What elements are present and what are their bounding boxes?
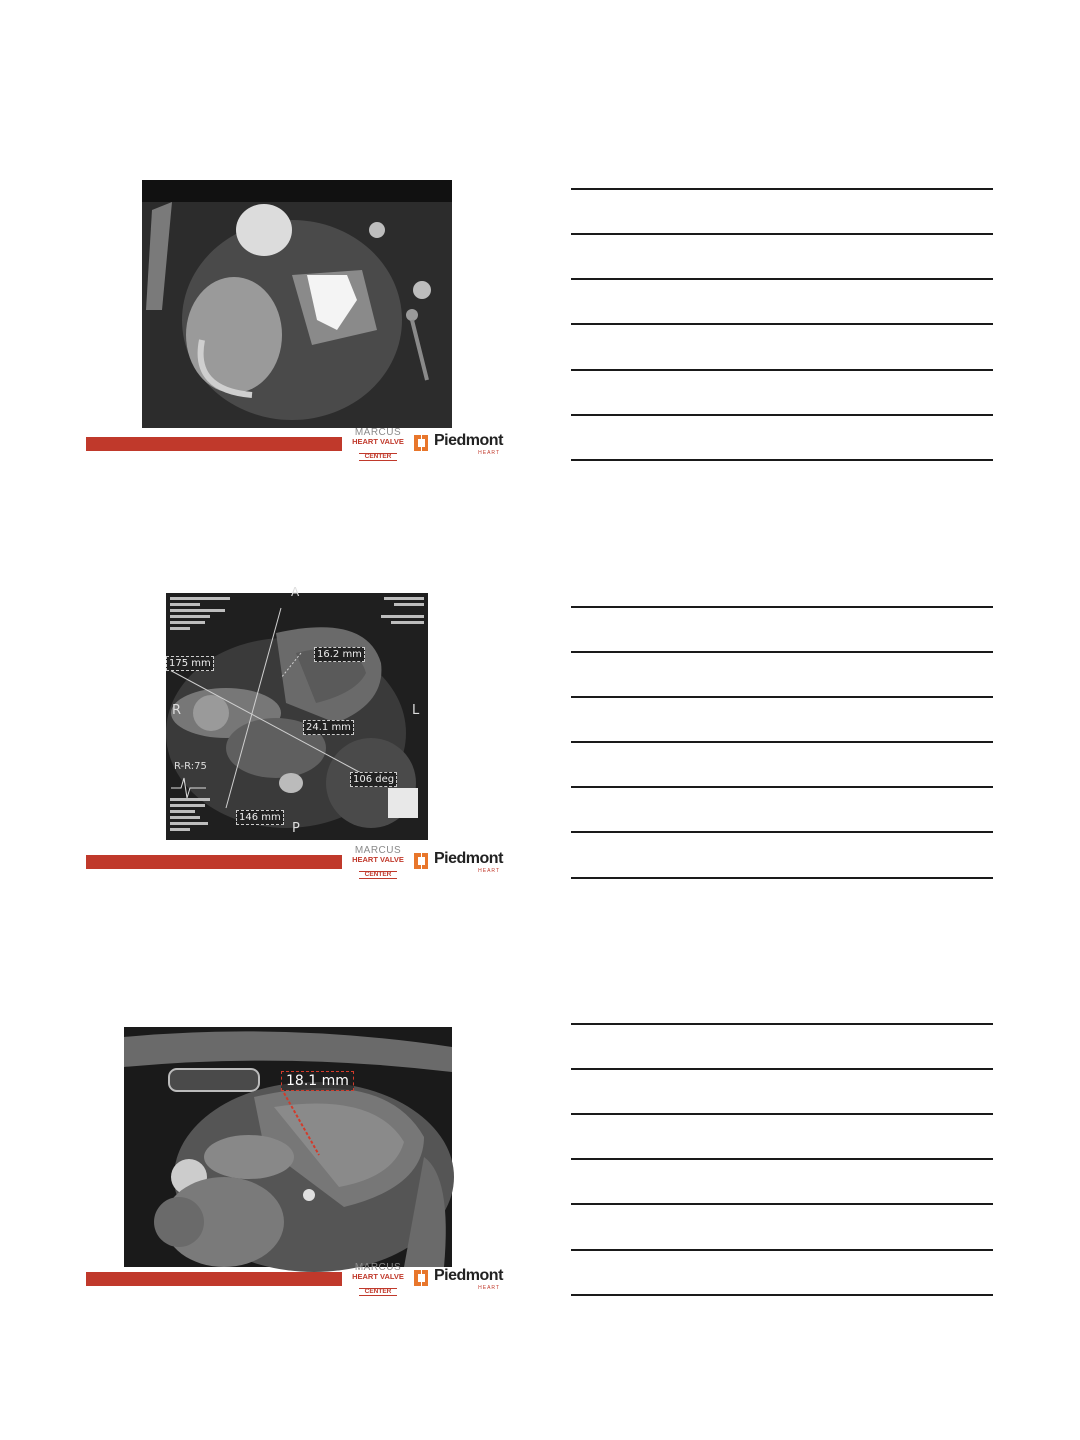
ct-image-3 xyxy=(124,1027,452,1267)
orientation-bottom: P xyxy=(292,821,300,836)
note-line xyxy=(571,233,993,235)
marcus-logo: MARCUS HEART VALVE CENTER xyxy=(352,427,404,460)
piedmont-mark-icon xyxy=(412,851,430,871)
note-line xyxy=(571,786,993,788)
slide-footer-bar xyxy=(86,1272,342,1286)
measurement-label: 106 deg xyxy=(350,772,397,787)
note-line xyxy=(571,1294,993,1296)
note-line xyxy=(571,369,993,371)
note-line xyxy=(571,877,993,879)
orientation-right: L xyxy=(412,703,420,718)
note-line xyxy=(571,414,993,416)
piedmont-mark-icon xyxy=(412,1268,430,1288)
note-line xyxy=(571,1068,993,1070)
ecg-label: R-R:75 xyxy=(174,761,207,772)
piedmont-mark-icon xyxy=(412,433,430,453)
piedmont-logo: Piedmont HEART xyxy=(412,849,500,875)
note-line xyxy=(571,606,993,608)
measurement-label: 18.1 mm xyxy=(281,1071,354,1091)
note-line xyxy=(571,696,993,698)
slide-footer-bar xyxy=(86,855,342,869)
note-line xyxy=(571,1113,993,1115)
piedmont-logo: Piedmont HEART xyxy=(412,1266,500,1292)
note-line xyxy=(571,1203,993,1205)
orientation-left: R xyxy=(172,703,182,718)
marcus-logo: MARCUS HEART VALVE CENTER xyxy=(352,845,404,878)
ct-image-2 xyxy=(166,585,428,840)
note-line xyxy=(571,278,993,280)
measurement-label: 175 mm xyxy=(166,656,214,671)
note-line xyxy=(571,188,993,190)
orientation-top: A xyxy=(291,585,300,599)
note-line xyxy=(571,1249,993,1251)
ct-image-1 xyxy=(142,180,452,428)
measurement-label: 24.1 mm xyxy=(303,720,354,735)
measurement-label: 146 mm xyxy=(236,810,284,825)
note-line xyxy=(571,741,993,743)
note-line xyxy=(571,459,993,461)
note-line xyxy=(571,831,993,833)
note-line xyxy=(571,1023,993,1025)
piedmont-logo: Piedmont HEART xyxy=(412,431,500,457)
marcus-logo: MARCUS HEART VALVE CENTER xyxy=(352,1262,404,1295)
note-line xyxy=(571,323,993,325)
note-line xyxy=(571,651,993,653)
note-line xyxy=(571,1158,993,1160)
measurement-label: 16.2 mm xyxy=(314,647,365,662)
slide-footer-bar xyxy=(86,437,342,451)
